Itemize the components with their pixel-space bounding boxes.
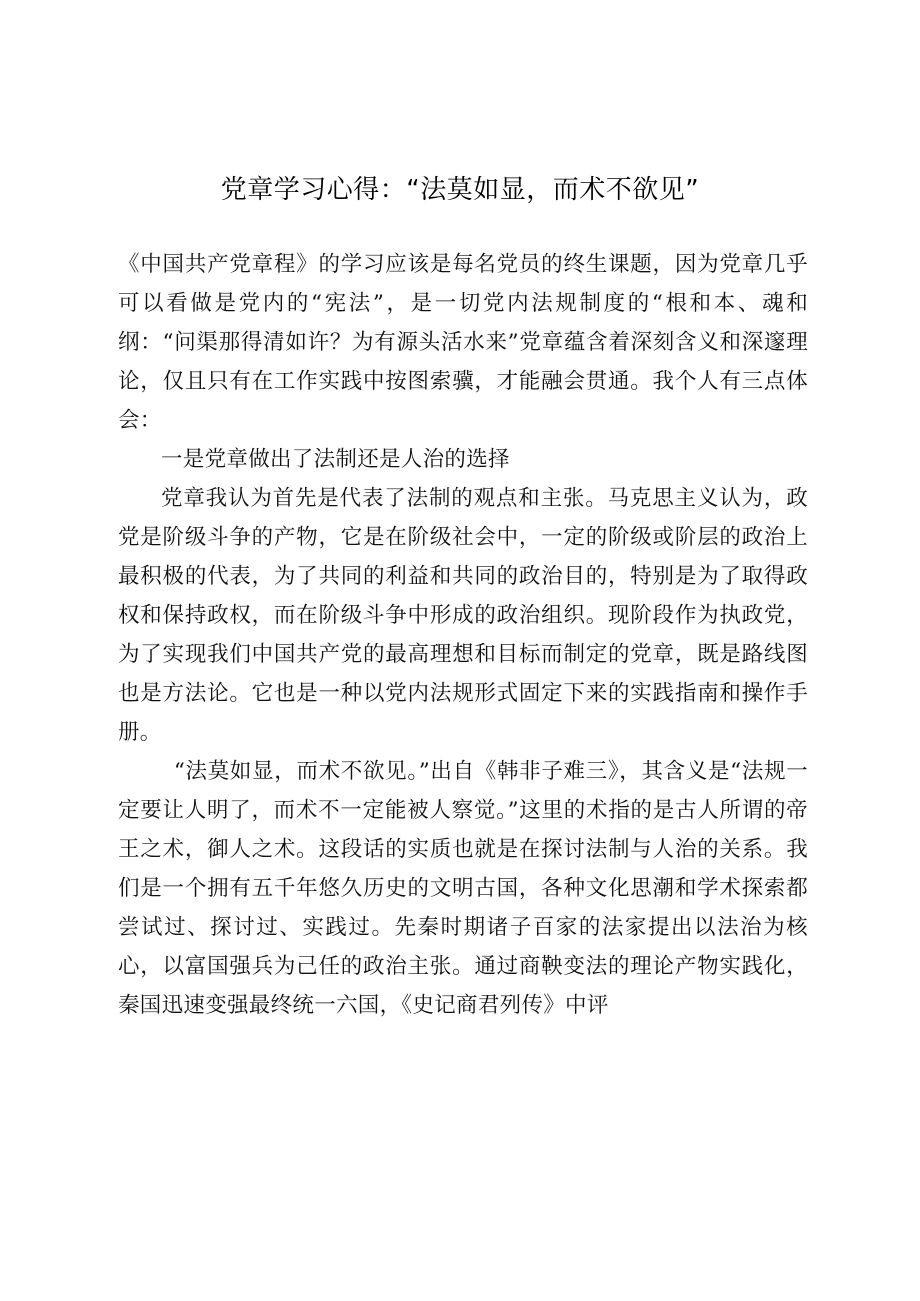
body-paragraph: 党章我认为首先是代表了法制的观点和主张。马克思主义认为，政党是阶级斗争的产物，它是在阶级社会中，一定的阶级或阶层的政治上最积极的代表，为了共同的利益和共同的政治目的，特别是为了取得政权和保持政权，而在阶级斗争中形成的政治组织。现阶段作为执政党，为了实现我们中国共产党的最高理想和目标而制定的党章，既是路线图也是方法论。它也是一种以党内法规形式固定下来的实践指南和操作手册。 (118, 486, 808, 745)
section-heading: 一是党章做出了法制还是人治的选择 (161, 447, 510, 472)
document-title: 党章学习心得：“法莫如显，而术不欲见” (220, 175, 700, 205)
intro-paragraph: 《中国共产党章程》的学习应该是每名党员的终生课题，因为党章几乎可以看做是党内的“宪法”，是一切党内法规制度的“根和本、魂和纲：“问渠那得清如许？为有源头活水来”党章蕴含着深刻含义和深邃理论，仅且只有在工作实践中按图索骥，才能融会贯通。我个人有三点体会： (118, 252, 808, 433)
document-body (118, 245, 808, 1025)
body-paragraph: “法莫如显，而术不欲见。”出自《韩非子难三》，其含义是“法规一定要让人明了，而术不一定能被人察觉。”这里的术指的是古人所谓的帝王之术，御人之术。这段话的实质也就是在探讨法制与人治的关系。我们是一个拥有五千年悠久历史的文明古国，各种文化思潮和学术探索都尝试过、探讨过、实践过。先秦时期诸子百家的法家提出以法治为核心，以富国强兵为己任的政治主张。通过商鞅变法的理论产物实践化，秦国迅速变强最终统一六国，《史记商君列传》中评 (118, 759, 808, 1018)
